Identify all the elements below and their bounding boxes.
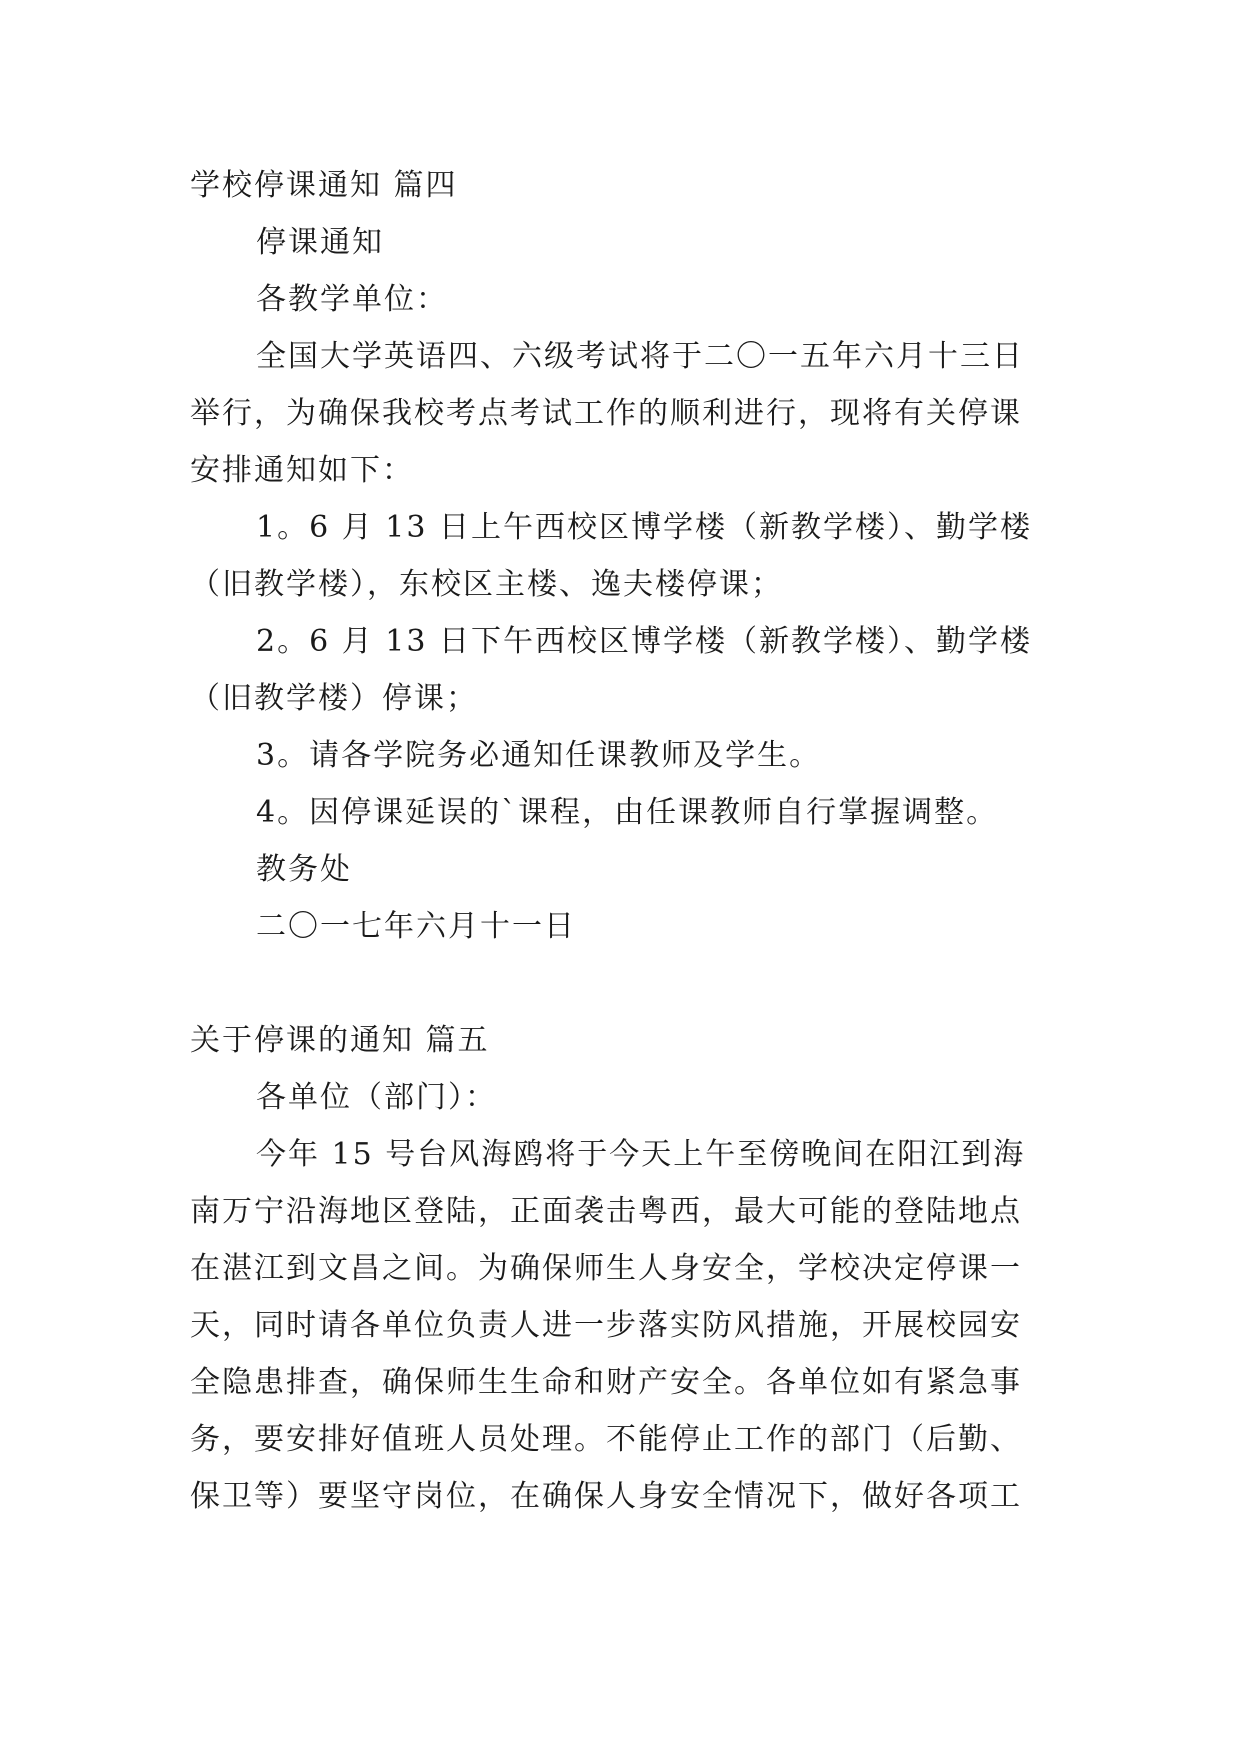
salutation: 各教学单位： [256, 282, 448, 317]
item3: 3。请各学院务必通知任课教师及学生。 [256, 738, 822, 773]
body-line-3: 在湛江到文昌之间。为确保师生人身安全，学校决定停课一 [190, 1251, 1022, 1286]
intro-line-1: 全国大学英语四、六级考试将于二〇一五年六月十三日 [256, 339, 1024, 374]
body-line-2: 南万宁沿海地区登陆，正面袭击粤西，最大可能的登陆地点 [190, 1194, 1022, 1229]
section4-heading: 学校停课通知 篇四 [190, 168, 458, 203]
section5-salutation: 各单位（部门）： [256, 1080, 497, 1115]
signature: 教务处 [256, 852, 352, 887]
section5-heading: 关于停课的通知 篇五 [190, 1023, 490, 1058]
body-line-1: 今年 15 号台风海鸥将于今天上午至傍晚间在阳江到海 [256, 1137, 1026, 1172]
intro-line-3: 安排通知如下： [190, 453, 414, 488]
body-line-6: 务，要安排好值班人员处理。不能停止工作的部门（后勤、 [190, 1422, 1022, 1457]
date: 二〇一七年六月十一日 [256, 909, 576, 944]
item1-line-2: （旧教学楼），东校区主楼、逸夫楼停课； [190, 567, 783, 602]
item4: 4。因停课延误的`课程，由任课教师自行掌握调整。 [256, 795, 999, 830]
item1-line-1: 1。6 月 13 日上午西校区博学楼（新教学楼）、勤学楼 [256, 510, 1032, 545]
item2-line-2: （旧教学楼）停课； [190, 681, 478, 716]
body-line-5: 全隐患排查，确保师生生命和财产安全。各单位如有紧急事 [190, 1365, 1022, 1400]
notice-title: 停课通知 [256, 225, 384, 260]
body-line-7: 保卫等）要坚守岗位，在确保人身安全情况下，做好各项工 [190, 1479, 1022, 1514]
intro-line-2: 举行，为确保我校考点考试工作的顺利进行，现将有关停课 [190, 396, 1022, 431]
body-line-4: 天，同时请各单位负责人进一步落实防风措施，开展校园安 [190, 1308, 1022, 1343]
item2-line-1: 2。6 月 13 日下午西校区博学楼（新教学楼）、勤学楼 [256, 624, 1032, 659]
